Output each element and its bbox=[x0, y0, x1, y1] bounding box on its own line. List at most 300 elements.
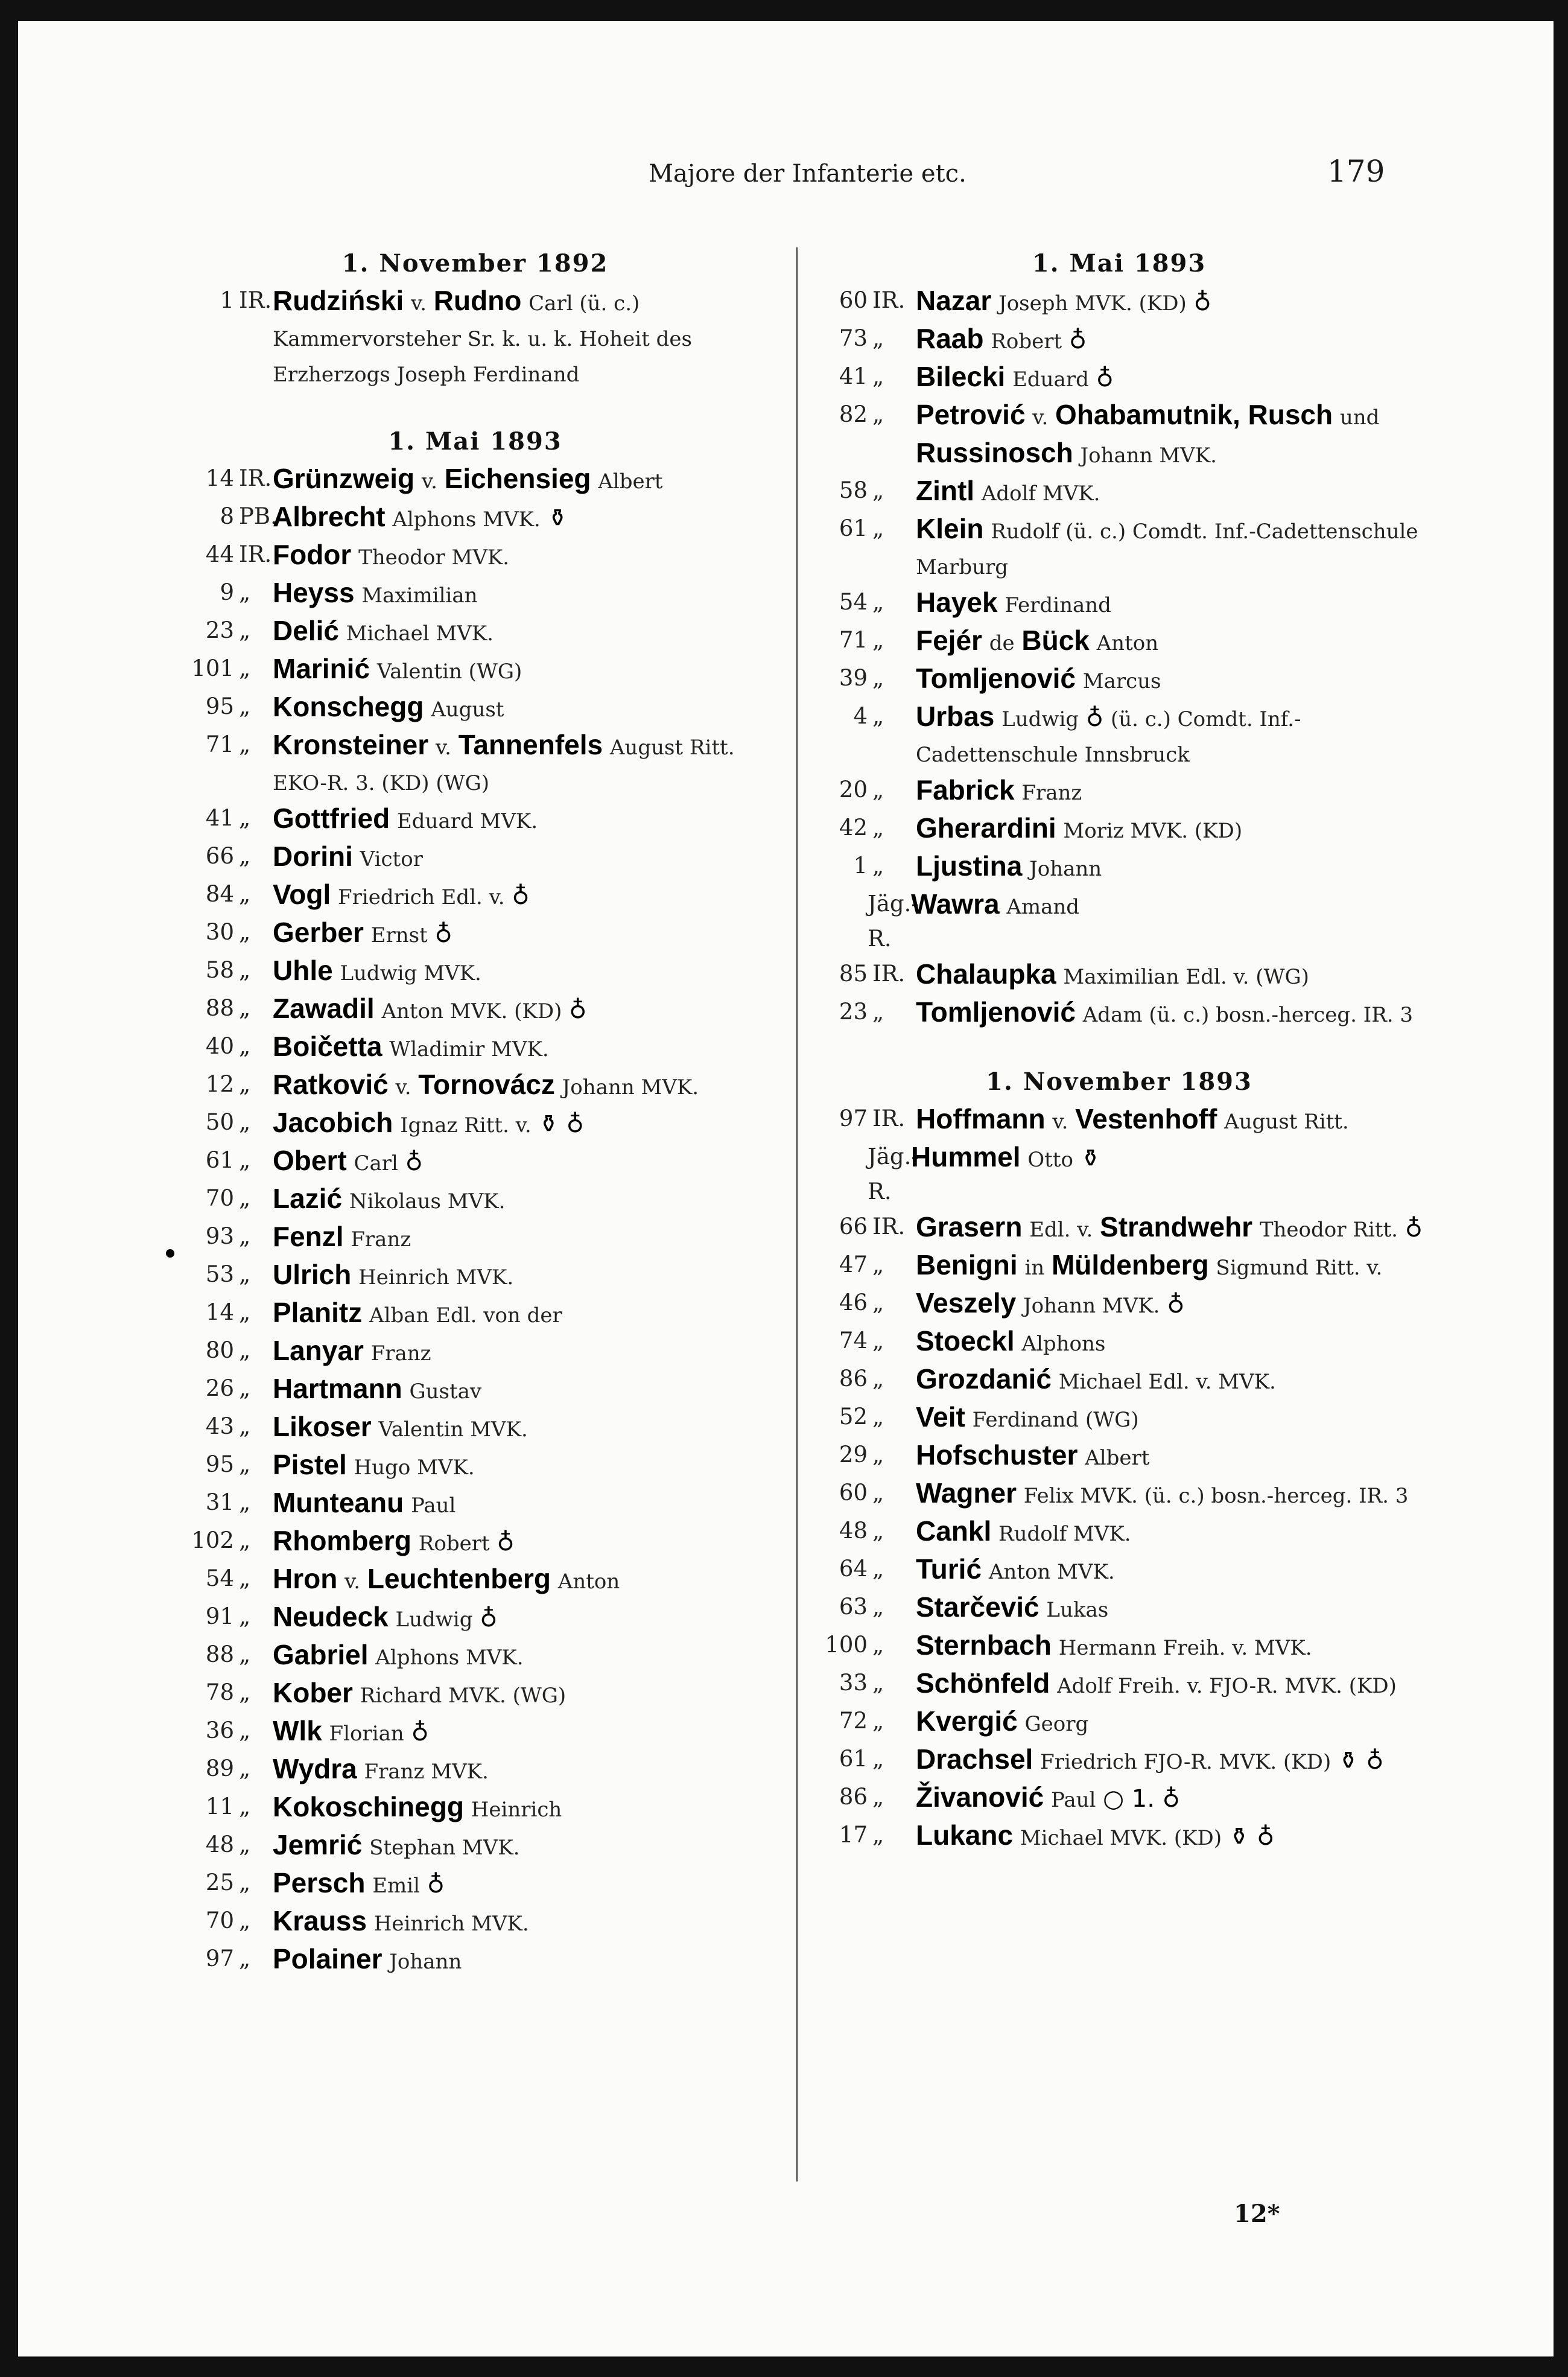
surname: Krauss bbox=[273, 1905, 367, 1936]
given-name-and-notes: Eduard MVK. bbox=[396, 809, 538, 833]
officer-entry bbox=[911, 1139, 1424, 1209]
officer-entry bbox=[273, 915, 787, 953]
given-name-and-notes: Maximilian Edl. v. (WG) bbox=[1063, 965, 1309, 989]
surname: Stoeckl bbox=[916, 1325, 1015, 1357]
roster-entry bbox=[814, 848, 1424, 886]
surname: Lukanc bbox=[916, 1819, 1014, 1851]
regiment-number: 25 bbox=[205, 1869, 234, 1895]
regiment-number: 82 bbox=[839, 401, 868, 427]
order-decoration-icon: ♁ bbox=[497, 1529, 515, 1556]
surname: Tomljenović bbox=[916, 663, 1076, 694]
unit-abbreviation: „ bbox=[872, 515, 884, 541]
order-decoration-icon: ♁ bbox=[1085, 704, 1104, 732]
given-name-and-notes: Albert bbox=[598, 469, 663, 494]
unit-abbreviation: „ bbox=[239, 1261, 251, 1287]
officer-entry bbox=[273, 1637, 787, 1675]
roster-entry bbox=[163, 1789, 787, 1827]
given-name-and-notes: Ferdinand (WG) bbox=[972, 1408, 1139, 1432]
roster-entry bbox=[163, 1219, 787, 1257]
given-name-and-notes: Alphons bbox=[1021, 1332, 1106, 1356]
officer-entry bbox=[273, 1143, 787, 1181]
officer-entry bbox=[273, 1409, 787, 1447]
unit-abbreviation: „ bbox=[239, 1527, 251, 1553]
surname: Albrecht bbox=[273, 501, 386, 532]
given-name-and-notes: und bbox=[1339, 406, 1380, 430]
surname: Urbas bbox=[916, 701, 995, 732]
given-name-and-notes: Nikolaus MVK. bbox=[349, 1189, 506, 1214]
unit-abbreviation: „ bbox=[872, 853, 884, 879]
unit-abbreviation: „ bbox=[239, 655, 251, 681]
roster-entry bbox=[814, 1209, 1424, 1247]
roster-entry bbox=[814, 1704, 1424, 1742]
regiment-number: 88 bbox=[205, 1641, 234, 1667]
roster-entry bbox=[163, 537, 787, 575]
given-name-and-notes: Ernst bbox=[370, 923, 428, 947]
surname: Marinić bbox=[273, 653, 370, 684]
surname: Zawadil bbox=[273, 993, 375, 1024]
book-page bbox=[18, 21, 1554, 2356]
officer-entry bbox=[916, 1513, 1424, 1551]
officer-entry bbox=[916, 397, 1424, 473]
roster-entry bbox=[163, 1599, 787, 1637]
unit-abbreviation: „ bbox=[239, 617, 251, 643]
given-name-and-notes: Joseph MVK. (KD) bbox=[998, 291, 1187, 316]
regiment-number: 63 bbox=[839, 1594, 868, 1620]
unit-abbreviation: „ bbox=[239, 1679, 251, 1705]
surname-predicate: Strandwehr bbox=[1100, 1211, 1253, 1243]
surname: Tomljenović bbox=[916, 996, 1076, 1028]
surname: Petrović bbox=[916, 399, 1026, 430]
officer-entry bbox=[273, 1865, 787, 1903]
given-name-and-notes: Hugo MVK. bbox=[354, 1456, 475, 1480]
unit-abbreviation: „ bbox=[872, 1746, 884, 1772]
officer-entry bbox=[273, 1485, 787, 1523]
regiment-number: 17 bbox=[839, 1822, 868, 1848]
regiment-number: 40 bbox=[205, 1033, 234, 1059]
roster-entry bbox=[163, 1827, 787, 1865]
unit-abbreviation: „ bbox=[239, 995, 251, 1021]
order-decoration-icon: ♁ bbox=[1193, 288, 1211, 316]
officer-entry bbox=[916, 1285, 1424, 1323]
officer-entry bbox=[916, 1323, 1424, 1361]
officer-entry bbox=[273, 1827, 787, 1865]
roster-entry bbox=[163, 651, 787, 689]
officer-entry bbox=[916, 1628, 1424, 1666]
regiment-number: 66 bbox=[205, 843, 234, 869]
regiment-number: 42 bbox=[839, 815, 868, 841]
given-name-and-notes: Robert bbox=[418, 1532, 490, 1556]
roster-entry bbox=[163, 1751, 787, 1789]
surname: Ljustina bbox=[916, 850, 1023, 882]
date-heading: 1. Mai 1893 bbox=[388, 427, 562, 456]
regiment-number: 47 bbox=[839, 1252, 868, 1278]
surname-predicate: Russinosch bbox=[916, 437, 1073, 468]
surname: Grasern bbox=[916, 1211, 1023, 1243]
regiment-number: 31 bbox=[205, 1489, 234, 1515]
given-name-and-notes: Heinrich MVK. bbox=[358, 1265, 514, 1290]
given-name-and-notes: Rudolf MVK. bbox=[998, 1522, 1131, 1546]
officer-entry bbox=[916, 1818, 1424, 1856]
regiment-number: 100 bbox=[825, 1632, 868, 1658]
unit-abbreviation: „ bbox=[872, 1556, 884, 1582]
surname: Munteanu bbox=[273, 1487, 404, 1518]
regiment-number: 86 bbox=[839, 1366, 868, 1392]
roster-entry bbox=[163, 1447, 787, 1485]
officer-entry bbox=[273, 689, 787, 727]
surname: Konschegg bbox=[273, 691, 424, 722]
roster-entry bbox=[814, 1589, 1424, 1628]
unit-abbreviation: „ bbox=[239, 1375, 251, 1401]
roster-entry bbox=[814, 994, 1424, 1033]
regiment-number: 23 bbox=[205, 617, 234, 643]
surname: Hayek bbox=[916, 587, 998, 618]
given-name-and-notes: Anton bbox=[1096, 631, 1159, 655]
officer-entry bbox=[273, 1941, 787, 1979]
surname: Wydra bbox=[273, 1753, 357, 1784]
regiment-number: 84 bbox=[205, 881, 234, 907]
order-decoration-icon: ♁ bbox=[427, 1871, 445, 1898]
unit-abbreviation: „ bbox=[872, 1480, 884, 1506]
surname: Grünzweig bbox=[273, 463, 415, 494]
regiment-number: 1 bbox=[220, 287, 234, 313]
date-heading: 1. November 1893 bbox=[986, 1068, 1252, 1096]
regiment-number: 9 bbox=[220, 579, 234, 605]
given-name-and-notes: Theodor MVK. bbox=[358, 546, 510, 570]
unit-abbreviation: „ bbox=[872, 1670, 884, 1696]
surname: Rhomberg bbox=[273, 1525, 411, 1556]
surname: Uhle bbox=[273, 955, 333, 986]
surname: Hoffmann bbox=[916, 1103, 1046, 1134]
unit-abbreviation: „ bbox=[239, 1337, 251, 1363]
surname: Veszely bbox=[916, 1287, 1017, 1319]
regiment-number bbox=[814, 886, 868, 956]
officer-entry bbox=[916, 848, 1424, 886]
surname: Drachsel bbox=[916, 1743, 1033, 1775]
name-particle: v. bbox=[395, 1075, 411, 1099]
regiment-number: 71 bbox=[839, 627, 868, 653]
regiment-number: 39 bbox=[839, 665, 868, 691]
unit-abbreviation: „ bbox=[872, 1442, 884, 1468]
regiment-number: 29 bbox=[839, 1442, 868, 1468]
roster-entry bbox=[814, 397, 1424, 473]
officer-entry bbox=[273, 991, 787, 1029]
unit-abbreviation: „ bbox=[239, 1451, 251, 1477]
order-decoration-icon: ♁ bbox=[480, 1605, 498, 1632]
unit-abbreviation: „ bbox=[872, 1594, 884, 1620]
roster-entry bbox=[163, 1029, 787, 1067]
unit-abbreviation: „ bbox=[872, 665, 884, 691]
surname: Gottfried bbox=[273, 803, 390, 834]
given-name-and-notes: Franz bbox=[370, 1341, 431, 1366]
roster-entry bbox=[814, 321, 1424, 359]
regiment-number: 70 bbox=[205, 1908, 234, 1933]
unit-abbreviation: „ bbox=[239, 1109, 251, 1135]
given-name-and-notes: Stephan MVK. bbox=[369, 1836, 520, 1860]
given-name-and-notes: Gustav bbox=[409, 1379, 482, 1404]
roster-entry bbox=[163, 1523, 787, 1561]
given-name-and-notes: Lukas bbox=[1046, 1598, 1109, 1622]
unit-abbreviation: „ bbox=[239, 1641, 251, 1667]
name-particle: v. bbox=[1052, 1110, 1068, 1134]
officer-entry bbox=[273, 283, 787, 392]
roster-entry bbox=[163, 839, 787, 877]
given-name-and-notes: Ludwig MVK. bbox=[340, 961, 481, 985]
roster-entry bbox=[163, 689, 787, 727]
order-decoration-icon: ♁ bbox=[1167, 1291, 1185, 1319]
surname: Grozdanić bbox=[916, 1363, 1052, 1395]
given-name-and-notes: Wladimir MVK. bbox=[389, 1037, 549, 1061]
officer-entry bbox=[273, 1219, 787, 1257]
surname: Kronsteiner bbox=[273, 729, 429, 760]
surname: Ratković bbox=[273, 1069, 389, 1100]
roster-entry bbox=[163, 1371, 787, 1409]
surname: Neudeck bbox=[273, 1601, 389, 1632]
surname: Turić bbox=[916, 1553, 982, 1585]
ink-speck bbox=[166, 1249, 174, 1258]
officer-entry bbox=[273, 651, 787, 689]
given-name-and-notes: Franz bbox=[351, 1227, 411, 1252]
officer-entry bbox=[916, 1742, 1424, 1780]
officer-entry bbox=[273, 1447, 787, 1485]
surname: Lazić bbox=[273, 1183, 343, 1214]
surname-predicate: Eichensieg bbox=[444, 463, 591, 494]
surname-predicate: Tornovácz bbox=[418, 1069, 555, 1100]
roster-entry bbox=[814, 1475, 1424, 1513]
surname: Benigni bbox=[916, 1249, 1018, 1281]
roster-entry bbox=[163, 1485, 787, 1523]
order-decoration-icon: ⚱ ♁ bbox=[538, 1110, 584, 1138]
officer-entry bbox=[273, 1599, 787, 1637]
surname-predicate: Bück bbox=[1021, 625, 1090, 656]
officer-entry bbox=[273, 1903, 787, 1941]
regiment-number: 8 bbox=[220, 503, 234, 529]
roster-entry bbox=[163, 575, 787, 613]
officer-entry bbox=[273, 1029, 787, 1067]
unit-abbreviation: IR. bbox=[872, 1214, 906, 1239]
roster-entry bbox=[814, 359, 1424, 397]
order-decoration-icon: ⚱ ♁ bbox=[1228, 1823, 1275, 1851]
name-particle: in bbox=[1024, 1256, 1045, 1280]
surname: Heyss bbox=[273, 577, 355, 608]
officer-entry bbox=[273, 1789, 787, 1827]
regiment-number: 26 bbox=[205, 1375, 234, 1401]
officer-entry bbox=[916, 359, 1424, 397]
regiment-number: 88 bbox=[205, 995, 234, 1021]
surname: Schönfeld bbox=[916, 1667, 1050, 1699]
unit-abbreviation: „ bbox=[239, 1147, 251, 1173]
surname: Zintl bbox=[916, 475, 975, 506]
roster-entry bbox=[814, 511, 1424, 585]
given-name-and-notes: Alphons MVK. bbox=[392, 508, 541, 532]
surname: Wlk bbox=[273, 1715, 322, 1746]
regiment-number: 54 bbox=[205, 1565, 234, 1591]
given-name-and-notes: Adolf MVK. bbox=[981, 482, 1100, 506]
surname: Obert bbox=[273, 1145, 347, 1176]
given-name-and-notes: Emil bbox=[372, 1874, 421, 1898]
officer-entry bbox=[273, 801, 787, 839]
unit-abbreviation: Jäg.-R. bbox=[868, 1144, 919, 1204]
officer-entry bbox=[916, 699, 1424, 772]
officer-entry bbox=[916, 772, 1424, 810]
regiment-number: 1 bbox=[853, 853, 868, 879]
regiment-number bbox=[814, 1139, 868, 1209]
roster-entry bbox=[163, 991, 787, 1029]
officer-entry bbox=[916, 1780, 1424, 1818]
officer-entry bbox=[273, 1713, 787, 1751]
roster-entry bbox=[814, 585, 1424, 623]
unit-abbreviation: „ bbox=[872, 1252, 884, 1278]
roster-entry bbox=[163, 1143, 787, 1181]
officer-entry bbox=[916, 283, 1424, 321]
regiment-number: 33 bbox=[839, 1670, 868, 1696]
regiment-number: 50 bbox=[205, 1109, 234, 1135]
officer-entry bbox=[273, 1181, 787, 1219]
surname-predicate: Leuchtenberg bbox=[367, 1563, 551, 1594]
officer-entry bbox=[916, 585, 1424, 623]
unit-abbreviation: IR. bbox=[872, 287, 906, 313]
surname: Chalaupka bbox=[916, 958, 1056, 990]
regiment-number: 72 bbox=[839, 1708, 868, 1734]
order-decoration-icon: ⚱ bbox=[547, 504, 568, 532]
regiment-number: 93 bbox=[205, 1223, 234, 1249]
surname: Likoser bbox=[273, 1411, 372, 1442]
regiment-number: 60 bbox=[839, 287, 868, 313]
regiment-number: 78 bbox=[205, 1679, 234, 1705]
given-name-and-notes: Michael MVK. (KD) bbox=[1020, 1826, 1222, 1850]
surname: Planitz bbox=[273, 1297, 363, 1328]
surname: Ulrich bbox=[273, 1259, 352, 1290]
officer-entry bbox=[916, 1247, 1424, 1285]
name-particle: Edl. v. bbox=[1029, 1218, 1093, 1242]
surname: Fodor bbox=[273, 539, 352, 570]
surname-predicate: Ohabamutnik, Rusch bbox=[1055, 399, 1333, 430]
regiment-number: 91 bbox=[205, 1603, 234, 1629]
regiment-number: 74 bbox=[839, 1328, 868, 1354]
date-heading: 1. November 1892 bbox=[341, 249, 609, 278]
roster-entry bbox=[163, 1675, 787, 1713]
unit-abbreviation: „ bbox=[239, 1185, 251, 1211]
surname: Fenzl bbox=[273, 1221, 344, 1252]
surname: Wagner bbox=[916, 1477, 1017, 1509]
unit-abbreviation: „ bbox=[239, 1413, 251, 1439]
surname: Klein bbox=[916, 513, 984, 544]
unit-abbreviation: „ bbox=[872, 815, 884, 841]
roster-entry bbox=[814, 886, 1424, 956]
regiment-number: 14 bbox=[205, 465, 234, 491]
given-name-and-notes: Maximilian bbox=[361, 584, 478, 608]
unit-abbreviation: „ bbox=[239, 1071, 251, 1097]
unit-abbreviation: „ bbox=[239, 1489, 251, 1515]
regiment-number: 36 bbox=[205, 1717, 234, 1743]
regiment-number: 12 bbox=[205, 1071, 234, 1097]
unit-abbreviation: „ bbox=[872, 1822, 884, 1848]
roster-entry bbox=[814, 1323, 1424, 1361]
given-name-and-notes: Ludwig bbox=[395, 1608, 473, 1632]
regiment-number: 48 bbox=[205, 1831, 234, 1857]
officer-entry bbox=[916, 1209, 1424, 1247]
unit-abbreviation: „ bbox=[872, 401, 884, 427]
surname: Hartmann bbox=[273, 1373, 402, 1404]
surname: Vogl bbox=[273, 879, 331, 910]
unit-abbreviation: „ bbox=[872, 325, 884, 351]
roster-entry bbox=[163, 1713, 787, 1751]
officer-entry bbox=[916, 511, 1424, 585]
unit-abbreviation: „ bbox=[239, 843, 251, 869]
surname: Gabriel bbox=[273, 1639, 369, 1670]
date-heading: 1. Mai 1893 bbox=[1032, 249, 1207, 278]
officer-entry bbox=[916, 1101, 1424, 1139]
roster-entry bbox=[163, 877, 787, 915]
surname: Boičetta bbox=[273, 1031, 382, 1062]
unit-abbreviation: „ bbox=[872, 999, 884, 1025]
regiment-number: 30 bbox=[205, 919, 234, 945]
regiment-number: 44 bbox=[205, 541, 234, 567]
regiment-number: 48 bbox=[839, 1518, 868, 1544]
given-name-and-notes: Amand bbox=[1006, 895, 1080, 919]
unit-abbreviation: „ bbox=[239, 1908, 251, 1933]
unit-abbreviation: Jäg.-R. bbox=[868, 891, 919, 952]
regiment-number: 60 bbox=[839, 1480, 868, 1506]
unit-abbreviation: „ bbox=[872, 1708, 884, 1734]
officer-entry bbox=[273, 1523, 787, 1561]
regiment-number: 71 bbox=[205, 731, 234, 757]
officer-entry bbox=[916, 661, 1424, 699]
roster-entry bbox=[814, 1361, 1424, 1399]
regiment-number: 61 bbox=[839, 515, 868, 541]
given-name-and-notes: Theodor Ritt. bbox=[1259, 1218, 1398, 1242]
regiment-number: 64 bbox=[839, 1556, 868, 1582]
given-name-and-notes: Georg bbox=[1024, 1712, 1089, 1736]
roster-entry bbox=[814, 473, 1424, 511]
officer-entry bbox=[911, 886, 1424, 956]
surname: Fejér bbox=[916, 625, 982, 656]
officer-entry bbox=[273, 499, 787, 537]
unit-abbreviation: „ bbox=[239, 957, 251, 983]
order-decoration-icon: ♁ bbox=[512, 882, 530, 910]
unit-abbreviation: „ bbox=[239, 1299, 251, 1325]
given-name-and-notes: Carl bbox=[354, 1151, 398, 1176]
given-name-and-notes: Ferdinand bbox=[1005, 593, 1111, 617]
officer-entry bbox=[916, 1666, 1424, 1704]
given-name-and-notes: Valentin (WG) bbox=[376, 660, 522, 684]
surname: Sternbach bbox=[916, 1629, 1052, 1661]
given-name-and-notes: Otto bbox=[1027, 1148, 1073, 1172]
regiment-number: 80 bbox=[205, 1337, 234, 1363]
regiment-number: 41 bbox=[205, 805, 234, 831]
unit-abbreviation: „ bbox=[872, 1784, 884, 1810]
surname: Jemrić bbox=[273, 1829, 363, 1860]
regiment-number: 66 bbox=[839, 1214, 868, 1239]
given-name-and-notes: Hermann Freih. v. MVK. bbox=[1058, 1636, 1312, 1660]
roster-entry bbox=[163, 1637, 787, 1675]
given-name-and-notes: Alphons MVK. bbox=[375, 1646, 524, 1670]
given-name-and-notes: August Ritt. bbox=[1224, 1110, 1349, 1134]
regiment-number: 101 bbox=[191, 655, 234, 681]
surname: Hummel bbox=[911, 1141, 1021, 1173]
regiment-number: 52 bbox=[839, 1404, 868, 1430]
unit-abbreviation: „ bbox=[872, 363, 884, 389]
surname-predicate: Rudno bbox=[433, 285, 522, 316]
regiment-number: 46 bbox=[839, 1290, 868, 1316]
unit-abbreviation: PB. bbox=[239, 503, 278, 529]
roster-entry bbox=[163, 1333, 787, 1371]
surname: Kvergić bbox=[916, 1705, 1018, 1737]
officer-entry bbox=[273, 461, 787, 499]
unit-abbreviation: IR. bbox=[872, 961, 906, 987]
regiment-number: 4 bbox=[853, 703, 868, 729]
notes: (ü. c.) Comdt. Inf.-Cadettenschule Innsbruck bbox=[916, 707, 1301, 767]
officer-entry bbox=[916, 956, 1424, 994]
